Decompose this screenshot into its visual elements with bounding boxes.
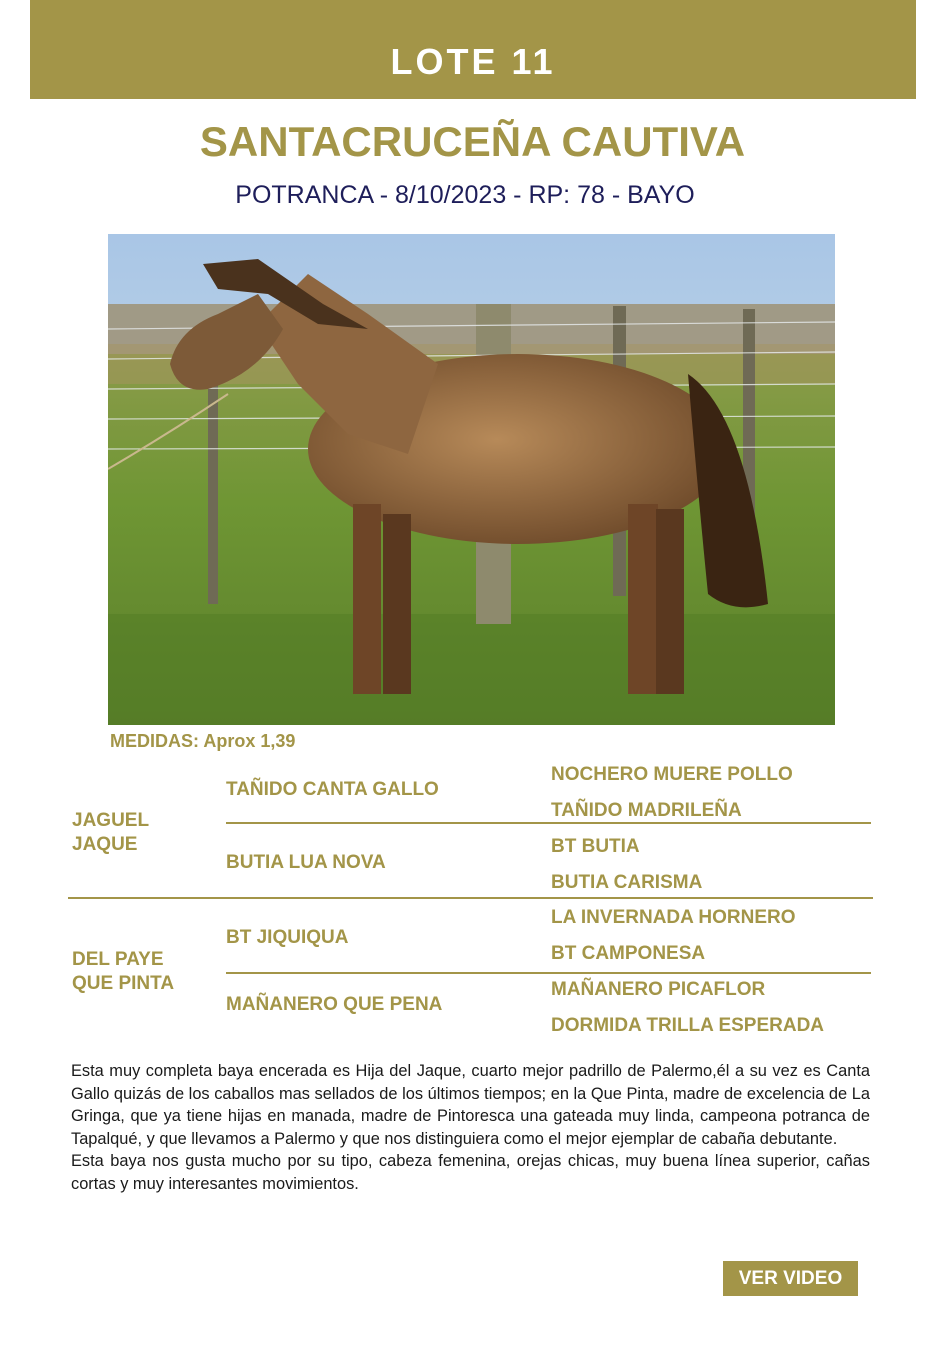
pedigree-sire-dam-dam: BUTIA CARISMA — [551, 872, 703, 893]
pedigree-divider — [226, 822, 871, 824]
horse-name: SANTACRUCEÑA CAUTIVA — [199, 118, 746, 165]
pedigree-dam-name-line1: DEL PAYE — [72, 949, 164, 970]
pedigree-sire-sire-sire: NOCHERO MUERE POLLO — [551, 764, 793, 785]
description-paragraph: Esta baya nos gusta mucho por su tipo, cabeza femenina, orejas chicas, muy buena línea superior, cañas cortas y muy interesantes movimientos. — [71, 1152, 870, 1193]
view-video-button[interactable]: VER VIDEO — [723, 1261, 858, 1296]
horse-details: POTRANCA - 8/10/2023 - RP: 78 - BAYO — [235, 181, 695, 209]
pedigree-sire-name — [72, 809, 149, 857]
header-band — [30, 0, 916, 99]
description — [71, 1060, 870, 1196]
description-paragraph: Esta muy completa baya encerada es Hija del Jaque, cuarto mejor padrillo de Palermo,él a su vez es Canta Gallo quizás de los caballos mas sellados de los últimos tiempos; en la Que Pinta, madre de excelencia de La Gringa, que ya tiene hijas en manada, madre de Pintoresca una gateada muy linda, campeona potranca de Tapalqué, y que llevamos a Palermo y que nos distinguiera como el mejor ejemplar de cabaña debutante. — [71, 1062, 870, 1148]
pedigree-sire-dam: BUTIA LUA NOVA — [226, 852, 386, 873]
pedigree-sire-dam-sire: BT BUTIA — [551, 836, 640, 857]
pedigree-dam-name-line2: QUE PINTA — [72, 973, 175, 994]
pedigree-sire-name-line2: JAQUE — [72, 834, 138, 855]
pedigree-dam-name — [72, 948, 174, 996]
measures-label: MEDIDAS: Aprox 1,39 — [110, 731, 296, 751]
pedigree-dam-dam: MAÑANERO QUE PENA — [226, 994, 443, 1015]
pedigree-dam-sire-dam: BT CAMPONESA — [551, 943, 706, 964]
lot-title: LOTE 11 — [390, 40, 556, 82]
pedigree-dam-dam-sire: MAÑANERO PICAFLOR — [551, 979, 766, 1000]
pedigree-sire-sire: TAÑIDO CANTA GALLO — [226, 779, 439, 800]
pedigree-sire-name-line1: JAGUEL — [72, 810, 150, 831]
pedigree-dam-sire-sire: LA INVERNADA HORNERO — [551, 907, 796, 928]
horse-photo — [108, 234, 835, 725]
pedigree-divider — [226, 972, 871, 974]
pedigree-dam-sire: BT JIQUIQUA — [226, 927, 349, 948]
pedigree-main-divider — [68, 897, 873, 899]
pedigree-dam-dam-dam: DORMIDA TRILLA ESPERADA — [551, 1015, 825, 1036]
pedigree-sire-sire-dam: TAÑIDO MADRILEÑA — [551, 800, 742, 821]
